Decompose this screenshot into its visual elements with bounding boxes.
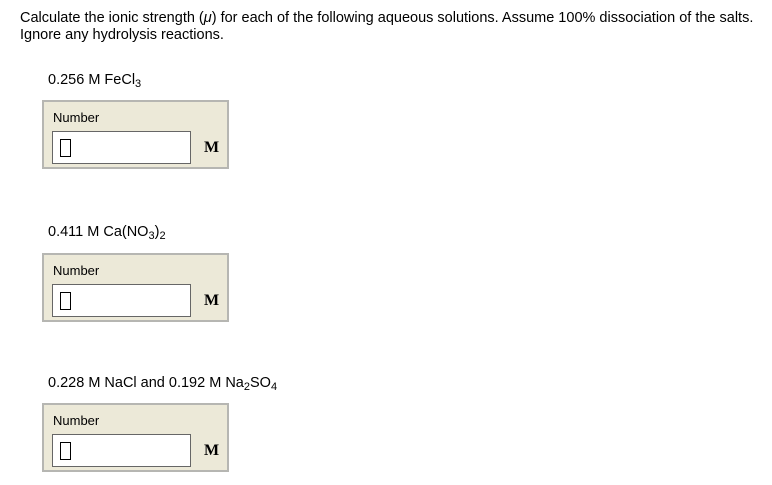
q3-formula-text-2: SO [249,375,271,391]
unit-label: M [204,139,220,156]
answer-input-3[interactable] [52,434,191,467]
prompt-text-end: ) for each of the following aqueous solutions. Assume 100% dissociation of the salts. Ignore any hydrolysis reactions. [20,10,754,43]
answer-input-1[interactable] [52,131,191,164]
answer-box-2 [42,253,229,322]
q3-subscript-1: 2 [243,381,250,393]
number-caption: Number [53,110,100,125]
question-prompt [20,10,760,44]
q1-subscript: 3 [135,78,142,90]
q2-subscript-2: 2 [159,230,166,242]
q2-formula-text: 0.411 M Ca(NO [48,224,149,240]
q3-subscript-2: 4 [270,381,278,393]
unit-label: M [204,442,220,459]
answer-box-3 [42,403,229,472]
unit-label: M [204,292,220,309]
number-caption: Number [53,263,100,278]
q3-formula-text: 0.228 M NaCl and 0.192 M Na [48,375,244,391]
prompt-text-start: Calculate the ionic strength ( [20,10,204,26]
q2-subscript-1: 3 [148,230,155,242]
question-1-label [48,72,141,88]
question-3-label [48,375,277,391]
question-2-label [48,224,166,240]
mu-symbol: μ [203,10,212,26]
answer-box-1 [42,100,229,169]
q2-formula-text-2: ) [154,224,160,240]
q1-formula-text: 0.256 M FeCl [48,72,136,88]
answer-input-2[interactable] [52,284,191,317]
number-caption: Number [53,413,100,428]
